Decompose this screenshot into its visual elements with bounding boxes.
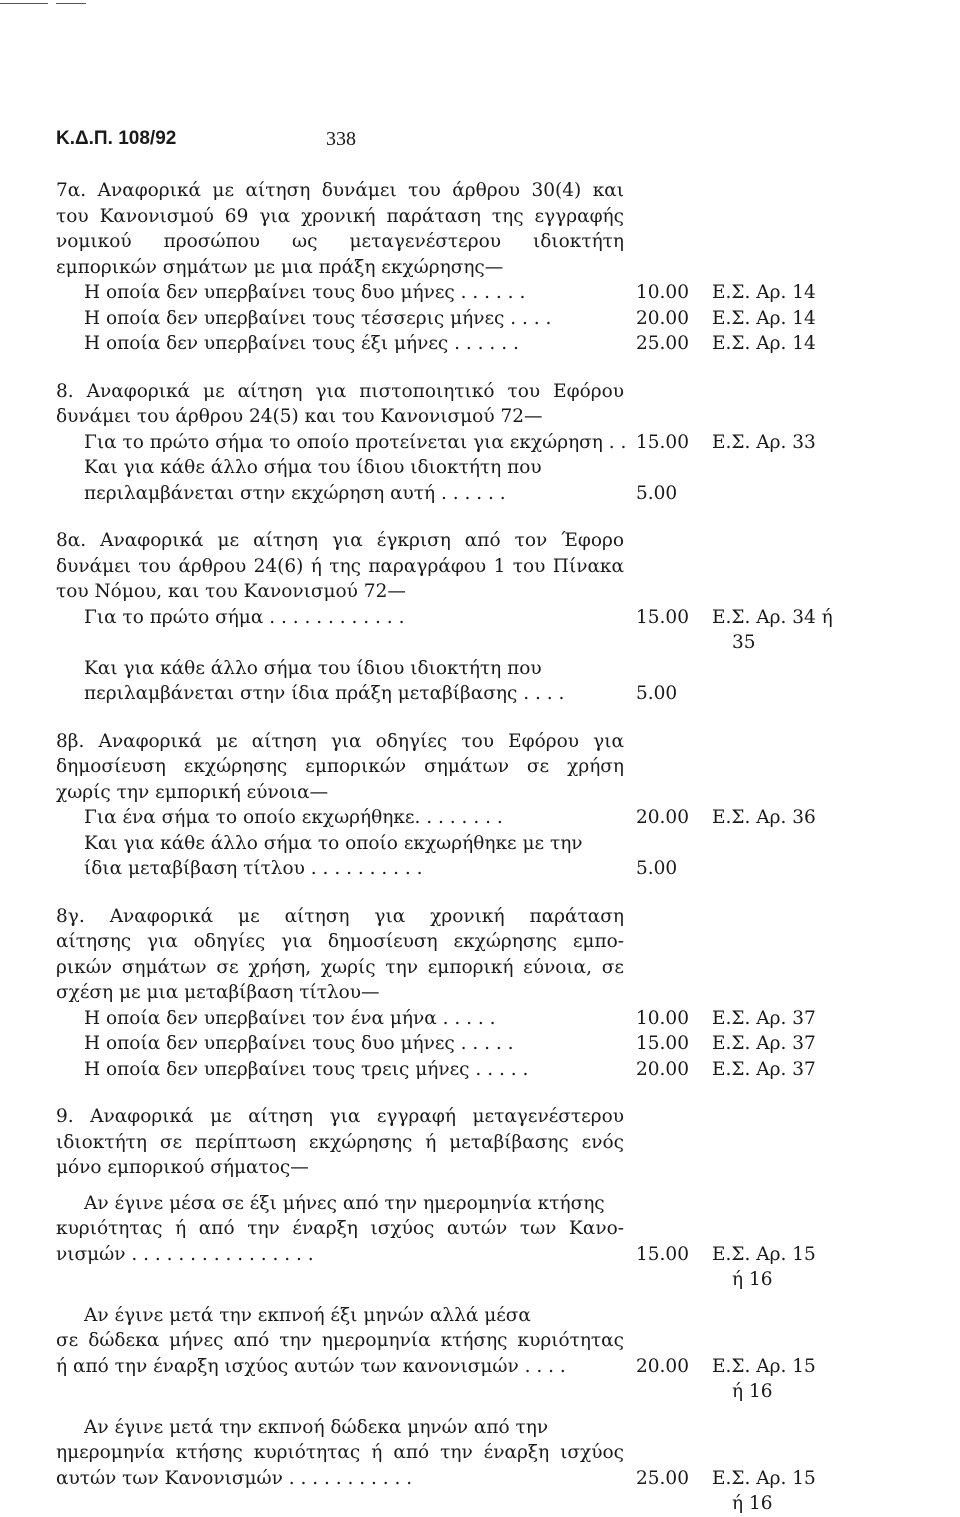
form-reference: Ε.Σ. Αρ. 33 bbox=[712, 431, 816, 453]
paragraph-text: 8γ. Αναφορικά με αίτηση για χρονική παράταση bbox=[56, 905, 624, 927]
document-line bbox=[56, 229, 816, 255]
paragraph-text: σε δώδεκα μήνες από την ημερομηνία κτήσης κυριότητας bbox=[56, 1330, 624, 1351]
form-reference: Ε.Σ. Αρ. 15 bbox=[712, 1243, 816, 1265]
form-reference: Ε.Σ. Αρ. 37 bbox=[712, 1033, 816, 1054]
paragraph-text: νισμών . . . . . . . . . . . . . . . . bbox=[56, 1243, 314, 1265]
fee-item-text: Για το πρώτο σήμα το οποίο προτείνεται για εκχώρηση . . bbox=[84, 431, 627, 453]
document-line bbox=[56, 204, 816, 230]
document-line bbox=[56, 455, 816, 481]
form-reference: Ε.Σ. Αρ. 15 bbox=[712, 1467, 816, 1489]
fee-amount: 10.00 bbox=[636, 282, 689, 303]
document-line bbox=[56, 1057, 816, 1083]
paragraph-text: δυνάμει του άρθρου 24(5) και του Κανονισμού 72— bbox=[56, 406, 543, 427]
document-line bbox=[56, 331, 816, 357]
fee-item-text: περιλαμβάνεται στην εκχώρηση αυτή . . . . . . bbox=[84, 482, 506, 504]
fee-amount: 5.00 bbox=[636, 683, 678, 704]
fee-section bbox=[56, 729, 816, 882]
document-line bbox=[56, 404, 816, 430]
fee-item-text: Και για κάθε άλλο σήμα του ίδιου ιδιοκτήτη που bbox=[84, 457, 542, 478]
document-line bbox=[56, 754, 816, 780]
paragraph-text: 9. Αναφορικά με αίτηση για εγγραφή μεταγενέστερου bbox=[56, 1106, 624, 1127]
document-line bbox=[56, 1130, 816, 1156]
paragraph-text: 8α. Αναφορικά με αίτηση για έγκριση από τον Έφορο bbox=[56, 530, 624, 551]
paragraph-text: 8. Αναφορικά με αίτηση για πιστοποιητικό του Εφόρου bbox=[56, 380, 624, 402]
fee-amount: 20.00 bbox=[636, 307, 689, 329]
fee-amount: 15.00 bbox=[636, 1033, 689, 1054]
paragraph-text: εμπορικών σημάτων με μια πράξη εκχώρησης— bbox=[56, 256, 504, 278]
fee-item-text: Και για κάθε άλλο σήμα το οποίο εκχωρήθηκε με την bbox=[84, 832, 583, 854]
fee-item-text: περιλαμβάνεται στην ίδια πράξη μεταβίβασης . . . . bbox=[84, 683, 565, 704]
paragraph-text: δημοσίευση εκχώρησης εμπορικών σημάτων σε χρήση bbox=[56, 756, 624, 777]
form-reference: Ε.Σ. Αρ. 36 bbox=[712, 807, 816, 828]
document-line bbox=[56, 1006, 816, 1032]
document-line bbox=[56, 955, 816, 981]
fee-item-text: Αν έγινε μέσα σε έξι μήνες από την ημερομηνία κτήσης bbox=[84, 1192, 605, 1214]
fee-item-text: Η οποία δεν υπερβαίνει τους έξι μήνες . . . . . . bbox=[84, 333, 519, 354]
paragraph-text: κυριότητας ή από την έναρξη ισχύος αυτών των Κανο- bbox=[56, 1218, 624, 1239]
document-line bbox=[56, 430, 816, 456]
fee-amount: 25.00 bbox=[636, 333, 689, 354]
paragraph-text: ρικών σημάτων σε χρήση, χωρίς την εμπορική εύνοια, σε bbox=[56, 956, 624, 978]
document-line bbox=[56, 306, 816, 332]
document-line bbox=[56, 579, 816, 605]
document-line bbox=[56, 605, 833, 631]
document-line bbox=[56, 554, 816, 580]
paragraph-text: του Κανονισμού 69 για χρονική παράταση της εγγραφής bbox=[56, 205, 624, 227]
form-reference: Ε.Σ. Αρ. 14 bbox=[712, 333, 816, 354]
document-line bbox=[56, 1104, 816, 1130]
fee-amount: 5.00 bbox=[636, 858, 678, 879]
fee-amount: 15.00 bbox=[636, 431, 689, 453]
fee-section bbox=[56, 379, 816, 507]
document-line bbox=[56, 904, 816, 930]
document-line bbox=[56, 831, 816, 857]
document-line bbox=[56, 980, 816, 1006]
document-line bbox=[56, 255, 816, 281]
paragraph-text: ιδιοκτήτη σε περίπτωση εκχώρησης ή μεταβίβασης ενός bbox=[56, 1131, 624, 1153]
form-reference: Ε.Σ. Αρ. 37 bbox=[712, 1007, 816, 1029]
document-line bbox=[56, 1328, 816, 1354]
document-line bbox=[56, 280, 816, 306]
fee-item-text: ίδια μεταβίβαση τίτλου . . . . . . . . . . bbox=[84, 858, 423, 879]
form-reference: ή 16 bbox=[732, 1381, 773, 1402]
document-line bbox=[56, 780, 816, 806]
fee-amount: 25.00 bbox=[636, 1467, 689, 1489]
fee-item-text: Για ένα σήμα το οποίο εκχωρήθηκε. . . . . . . . bbox=[84, 807, 503, 828]
document-line bbox=[56, 681, 816, 707]
fee-item-text: Η οποία δεν υπερβαίνει τους δυο μήνες . . . . . bbox=[84, 1033, 514, 1054]
document-line bbox=[56, 1491, 816, 1517]
document-line bbox=[56, 856, 816, 882]
page-number: 338 bbox=[326, 128, 356, 150]
fee-amount: 20.00 bbox=[636, 807, 689, 828]
document-line bbox=[56, 1354, 816, 1380]
document-line bbox=[56, 379, 816, 405]
fee-item-text: Αν έγινε μετά την εκπνοή έξι μηνών αλλά μέσα bbox=[84, 1304, 531, 1326]
fee-item-text: Και για κάθε άλλο σήμα του ίδιου ιδιοκτήτη που bbox=[84, 657, 542, 679]
fee-amount: 5.00 bbox=[636, 482, 678, 504]
paragraph-text: αυτών των Κανονισμών . . . . . . . . . . . bbox=[56, 1467, 413, 1489]
paragraph-text: 8β. Αναφορικά με αίτηση για οδηγίες του Εφόρου για bbox=[56, 730, 624, 752]
document-line bbox=[56, 1181, 816, 1191]
document-line bbox=[56, 1293, 816, 1303]
fee-item-text: Αν έγινε μετά την εκπνοή δώδεκα μηνών από την bbox=[84, 1416, 549, 1438]
fee-item-text: Η οποία δεν υπερβαίνει τον ένα μήνα . . . . . bbox=[84, 1007, 496, 1029]
document-line bbox=[56, 1466, 816, 1492]
document-line bbox=[56, 805, 816, 831]
fee-amount: 15.00 bbox=[636, 606, 689, 628]
paragraph-text: ή από την έναρξη ισχύος αυτών των κανονισμών . . . . bbox=[56, 1355, 566, 1377]
regulation-reference: Κ.Δ.Π. 108/92 bbox=[56, 128, 177, 149]
document-line bbox=[56, 729, 816, 755]
paragraph-text: δυνάμει του άρθρου 24(6) ή της παραγράφου 1 του Πίνακα bbox=[56, 555, 624, 577]
document-line bbox=[56, 481, 816, 507]
document-line bbox=[56, 1405, 816, 1415]
document-line bbox=[56, 1440, 816, 1466]
document-line bbox=[56, 528, 816, 554]
paragraph-text: χωρίς την εμπορική εύνοια— bbox=[56, 781, 329, 803]
document-line bbox=[56, 1031, 816, 1057]
document-line bbox=[56, 1267, 816, 1293]
fee-section bbox=[56, 178, 816, 357]
document-line bbox=[56, 1303, 816, 1329]
form-reference: Ε.Σ. Αρ. 14 bbox=[712, 307, 816, 329]
form-reference: Ε.Σ. Αρ. 14 bbox=[712, 282, 816, 303]
paragraph-text: του Νόμου, και του Κανονισμού 72— bbox=[56, 581, 406, 602]
form-reference: Ε.Σ. Αρ. 34 ή bbox=[712, 606, 833, 628]
fee-amount: 20.00 bbox=[636, 1355, 689, 1377]
document-line bbox=[56, 630, 816, 656]
paragraph-text: μόνο εμπορικού σήματος— bbox=[56, 1157, 309, 1178]
fee-amount: 20.00 bbox=[636, 1058, 689, 1080]
page-header bbox=[56, 128, 856, 152]
fee-item-text: Για το πρώτο σήμα . . . . . . . . . . . . bbox=[84, 606, 405, 628]
fee-section bbox=[56, 528, 833, 707]
form-reference: Ε.Σ. Αρ. 15 bbox=[712, 1355, 816, 1377]
fee-section bbox=[56, 1104, 816, 1517]
form-reference: Ε.Σ. Αρ. 37 bbox=[712, 1058, 816, 1080]
fee-amount: 10.00 bbox=[636, 1007, 689, 1029]
document-line bbox=[56, 1155, 816, 1181]
document-line bbox=[56, 1216, 816, 1242]
document-body bbox=[56, 178, 833, 1517]
form-reference: 35 bbox=[732, 632, 756, 653]
document-line bbox=[56, 1191, 816, 1217]
document-line bbox=[56, 178, 816, 204]
fee-item-text: Η οποία δεν υπερβαίνει τους τέσσερις μήνες . . . . bbox=[84, 307, 552, 329]
fee-item-text: Η οποία δεν υπερβαίνει τους δυο μήνες . . . . . . bbox=[84, 282, 526, 303]
fee-section bbox=[56, 904, 816, 1083]
form-reference: ή 16 bbox=[732, 1493, 773, 1514]
paragraph-text: 7α. Αναφορικά με αίτηση δυνάμει του άρθρου 30(4) και bbox=[56, 180, 624, 201]
document-line bbox=[56, 1242, 816, 1268]
document-line bbox=[56, 656, 816, 682]
paragraph-text: νομικού προσώπου ως μεταγενέστερου ιδιοκτήτη bbox=[56, 231, 624, 252]
document-line bbox=[56, 1379, 816, 1405]
form-reference: ή 16 bbox=[732, 1269, 773, 1290]
document-line bbox=[56, 929, 816, 955]
fee-item-text: Η οποία δεν υπερβαίνει τους τρεις μήνες . . . . . bbox=[84, 1058, 529, 1080]
paragraph-text: σχέση με μια μεταβίβαση τίτλου— bbox=[56, 982, 380, 1003]
paragraph-text: ημερομηνία κτήσης κυριότητας ή από την έναρξη ισχύος bbox=[56, 1442, 624, 1463]
document-line bbox=[56, 1415, 816, 1441]
fee-amount: 15.00 bbox=[636, 1243, 689, 1265]
paragraph-text: αίτησης για οδηγίες για δημοσίευση εκχώρησης εμπο- bbox=[56, 931, 624, 952]
